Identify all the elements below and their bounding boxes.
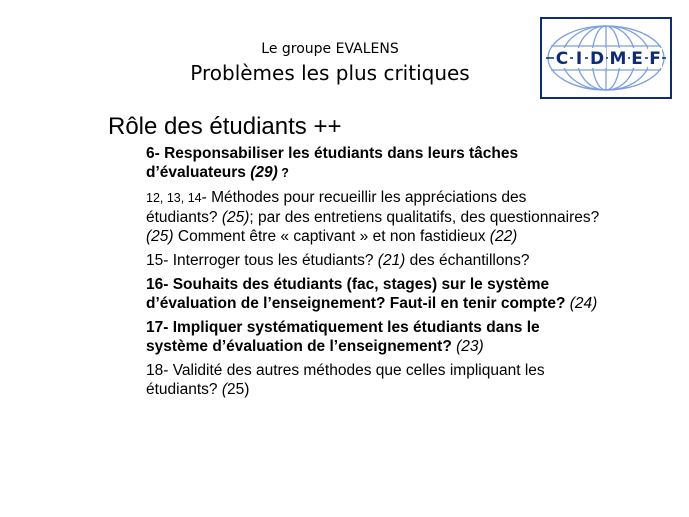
item15-text-a: 15- Interroger tous les étudiants? <box>146 252 378 269</box>
logo-letter-c: C <box>555 49 569 69</box>
item12-text-a: - Méthodes pour recueillir les appréciations des étudiants? <box>146 189 527 226</box>
item18-text: 18- Validité des autres méthodes que celles impliquant les étudiants? <box>146 362 545 398</box>
section-heading: Rôle des étudiants ++ <box>108 113 342 140</box>
item17-count: (23) <box>456 338 484 355</box>
item16-text: 16- Souhaits des étudiants (fac, stages) sur le système d’évaluation de l’enseignement? Faut-il en tenir compte? <box>146 276 570 312</box>
item15-count: (21) <box>377 252 406 269</box>
item12-text-c: Comment être « captivant » et non fastidieux <box>173 228 490 245</box>
list-item-16 <box>146 275 601 313</box>
item12-count-a: (25) <box>221 209 250 226</box>
item18-count-rest: 25) <box>227 381 250 398</box>
slide-subtitle: Le groupe EVALENS <box>261 41 399 57</box>
slide-title: Problèmes les plus critiques <box>190 61 470 85</box>
logo-letter-f: F <box>649 49 661 69</box>
item15-text-b: des échantillons? <box>405 252 530 269</box>
list-item-17 <box>146 318 601 356</box>
item6-count: (29) <box>250 164 278 181</box>
item6-tail: ? <box>277 166 289 180</box>
list-item-6 <box>146 144 601 183</box>
item12-text-b: ; par des entretiens qualitatifs, des questionnaires? <box>249 209 600 226</box>
item16-count: (24) <box>569 295 598 312</box>
list-item-12-13-14 <box>146 188 601 246</box>
logo-letter-d: D <box>589 49 605 69</box>
item17-text: 17- Impliquer systématiquement les étudiants dans le système d’évaluation de l’enseignement? <box>146 319 540 355</box>
item12-count-c: (22) <box>489 228 518 245</box>
cidmef-globe-icon <box>542 19 670 97</box>
item6-text: 6- Responsabiliser les étudiants dans leurs tâches d’évaluateurs <box>146 145 519 181</box>
slide-header <box>150 40 510 86</box>
problem-list <box>146 144 601 404</box>
item12-numbers: 12, 13, 14 <box>146 191 202 205</box>
logo-letter-i: I <box>575 49 583 69</box>
item12-count-b: (25) <box>146 228 174 245</box>
list-item-18 <box>146 361 601 399</box>
cidmef-logo <box>540 17 672 99</box>
logo-letter-e: E <box>631 49 643 69</box>
list-item-15 <box>146 251 601 270</box>
item18-count-open: ( <box>221 381 228 398</box>
logo-letter-m: M <box>609 49 627 69</box>
